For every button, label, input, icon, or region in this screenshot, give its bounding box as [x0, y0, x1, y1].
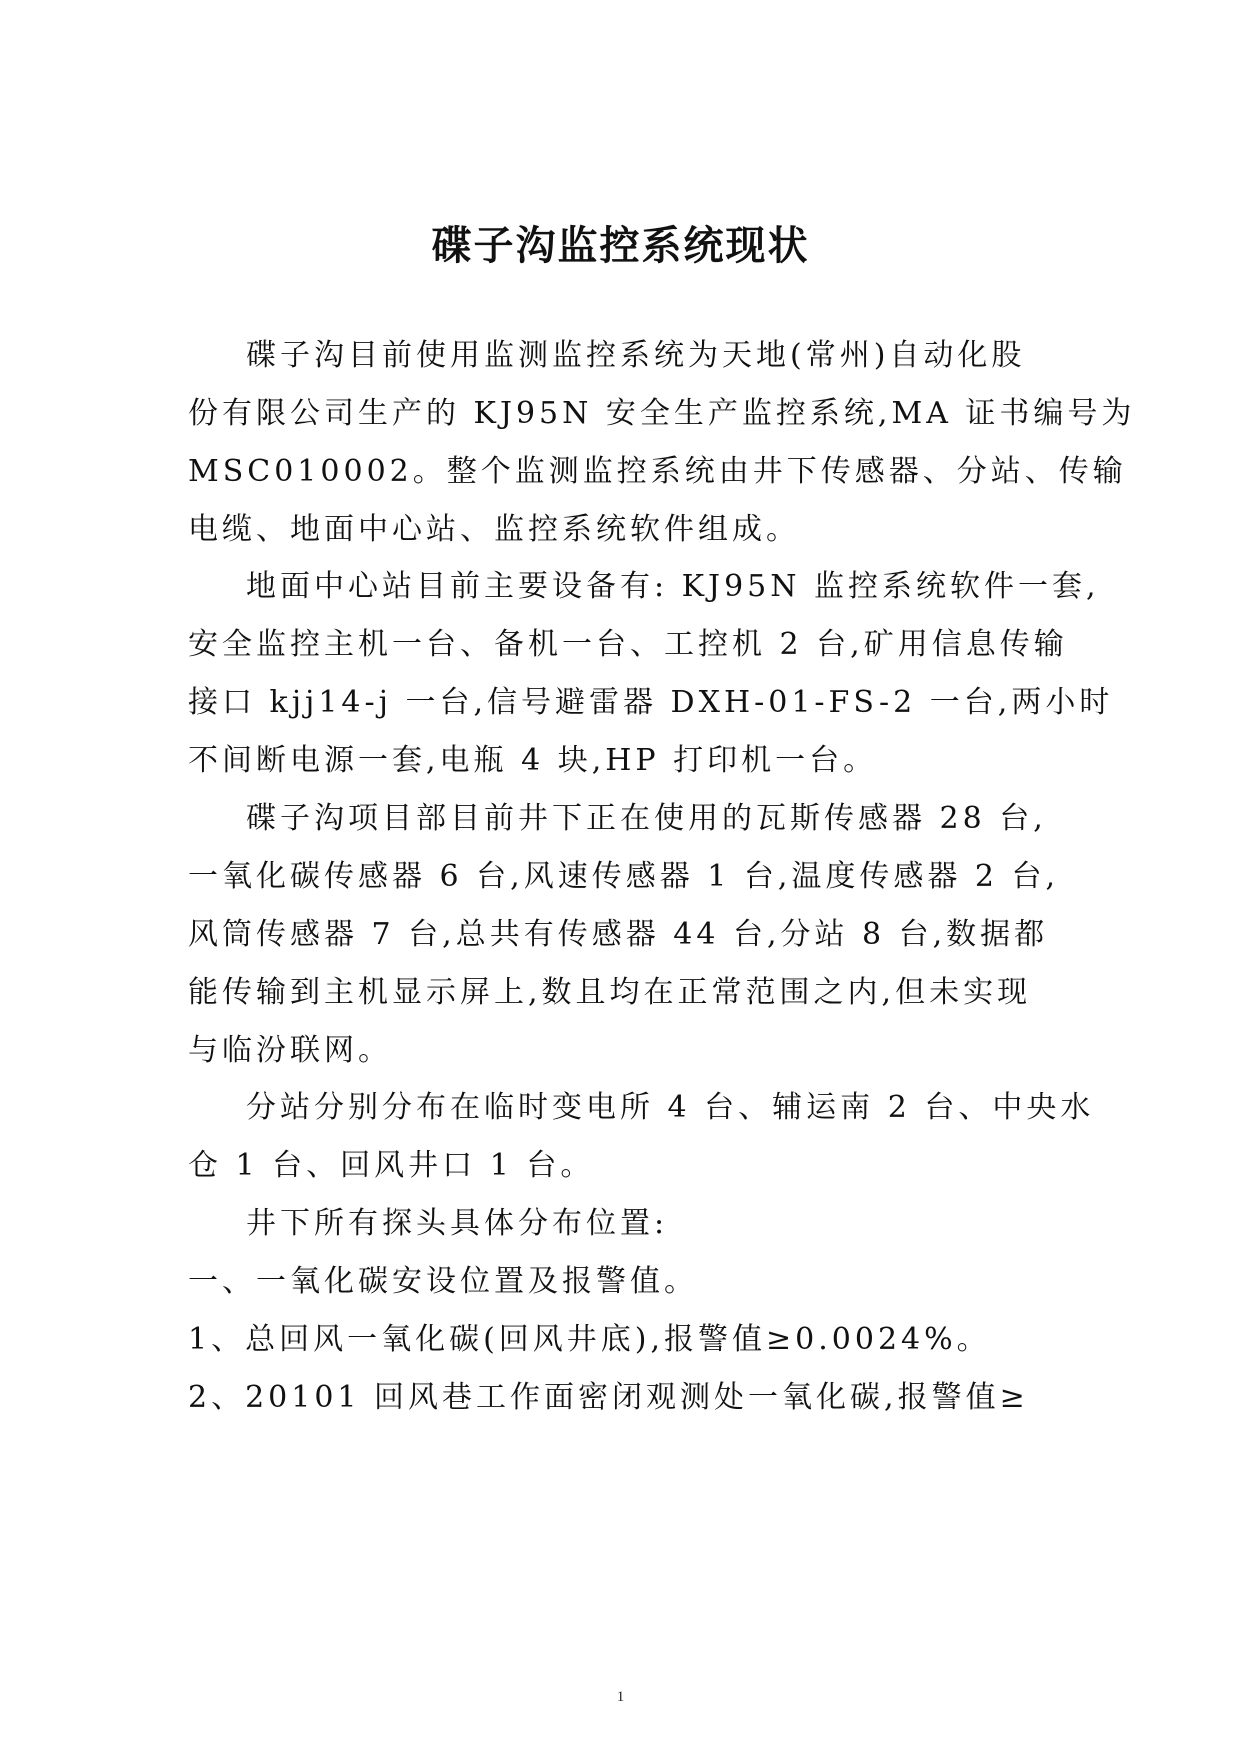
- text-line: 碟子沟项目部目前井下正在使用的瓦斯传感器 28 台,: [246, 801, 1047, 836]
- text-line: 地面中心站目前主要设备有: KJ95N 监控系统软件一套,: [246, 569, 1100, 604]
- page-number: 1: [616, 1689, 625, 1705]
- text-line: 份有限公司生产的 KJ95N 安全生产监控系统,MA 证书编号为: [188, 396, 1136, 431]
- text-line: 分站分别分布在临时变电所 4 台、辅运南 2 台、中央水: [246, 1090, 1095, 1125]
- text-line: MSC010002。整个监测监控系统由井下传感器、分站、传输: [188, 454, 1127, 489]
- text-line: 安全监控主机一台、备机一台、工控机 2 台,矿用信息传输: [188, 627, 1068, 662]
- text-line: 1、总回风一氧化碳(回风井底),报警值≥0.0024%。: [188, 1322, 991, 1357]
- text-line: 电缆、地面中心站、监控系统软件组成。: [188, 512, 800, 547]
- document-title: 碟子沟监控系统现状: [431, 222, 810, 269]
- text-line: 一氧化碳传感器 6 台,风速传感器 1 台,温度传感器 2 台,: [188, 859, 1060, 894]
- text-line: 碟子沟目前使用监测监控系统为天地(常州)自动化股: [246, 338, 1026, 373]
- text-line: 一、一氧化碳安设位置及报警值。: [188, 1264, 698, 1299]
- text-line: 风筒传感器 7 台,总共有传感器 44 台,分站 8 台,数据都: [188, 917, 1049, 952]
- text-line: 与临汾联网。: [188, 1033, 392, 1068]
- text-line: 能传输到主机显示屏上,数且均在正常范围之内,但未实现: [188, 975, 1032, 1010]
- text-line: 井下所有探头具体分布位置:: [246, 1206, 669, 1241]
- text-line: 接口 kjj14-j 一台,信号避雷器 DXH-01-FS-2 一台,两小时: [188, 685, 1114, 720]
- text-line: 2、20101 回风巷工作面密闭观测处一氧化碳,报警值≥: [188, 1380, 1029, 1415]
- text-line: 不间断电源一套,电瓶 4 块,HP 打印机一台。: [188, 743, 878, 778]
- text-line: 仓 1 台、回风井口 1 台。: [188, 1148, 595, 1183]
